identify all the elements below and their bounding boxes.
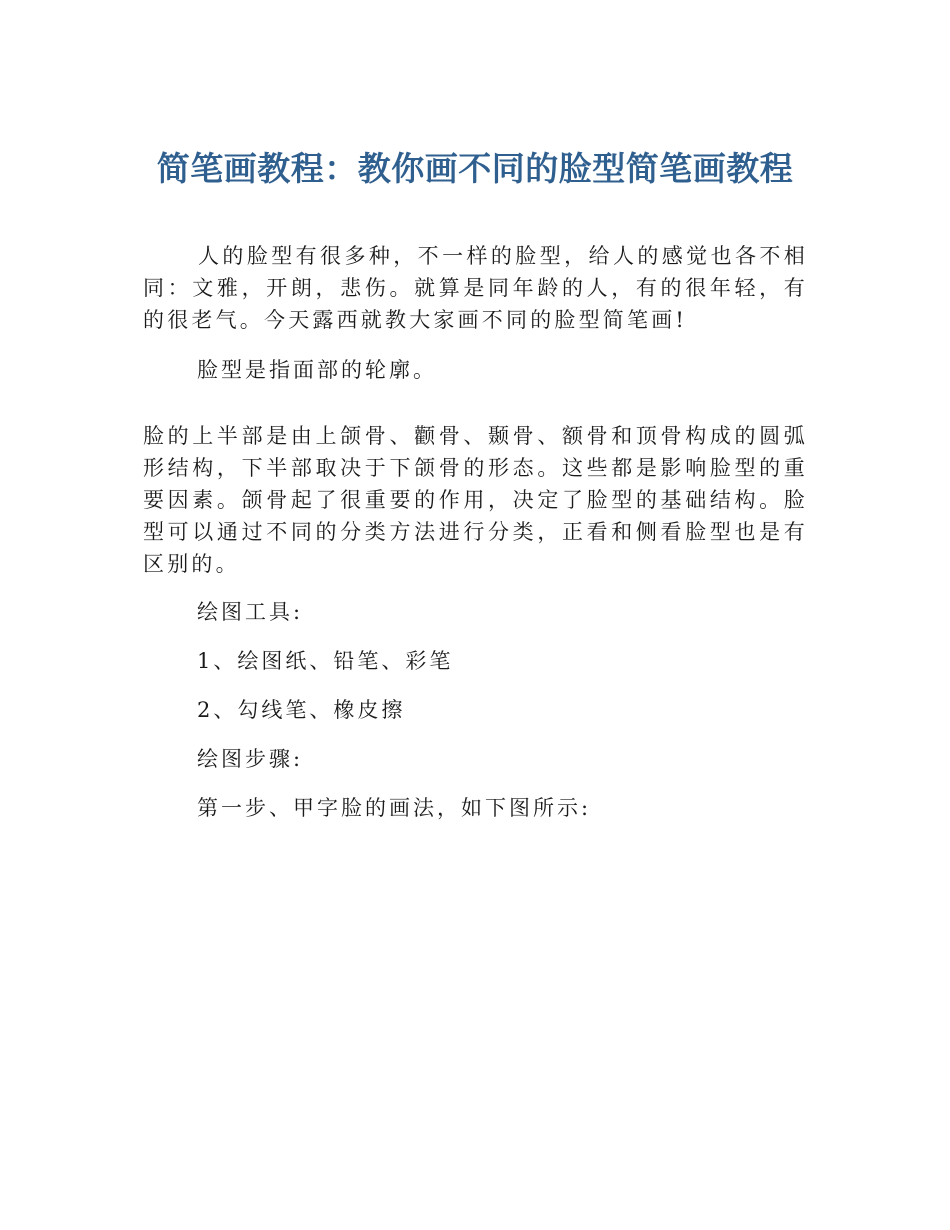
definition-paragraph: 脸型是指面部的轮廓。 — [197, 358, 437, 382]
tool-item-2: 2、勾线笔、橡皮擦 — [197, 698, 406, 722]
intro-paragraph: 人的脸型有很多种，不一样的脸型，给人的感觉也各不相同：文雅，开朗，悲伤。就算是同年龄的人，有的很年轻，有的很老气。今天露西就教大家画不同的脸型简笔画! — [143, 244, 808, 332]
steps-heading: 绘图步骤: — [197, 747, 304, 771]
tool-item-1: 1、绘图纸、铅笔、彩笔 — [197, 649, 454, 673]
page-title: 简笔画教程：教你画不同的脸型简笔画教程 — [156, 149, 794, 188]
structure-paragraph: 脸的上半部是由上颌骨、颧骨、颞骨、额骨和顶骨构成的圆弧形结构，下半部取决于下颌骨的形态。这些都是影响脸型的重要因素。颌骨起了很重要的作用，决定了脸型的基础结构。脸型可以通过不同的分类方法进行分类，正看和侧看脸型也是有区别的。 — [143, 424, 808, 576]
step-1: 第一步、甲字脸的画法，如下图所示: — [197, 796, 592, 820]
tools-heading: 绘图工具: — [197, 600, 304, 624]
